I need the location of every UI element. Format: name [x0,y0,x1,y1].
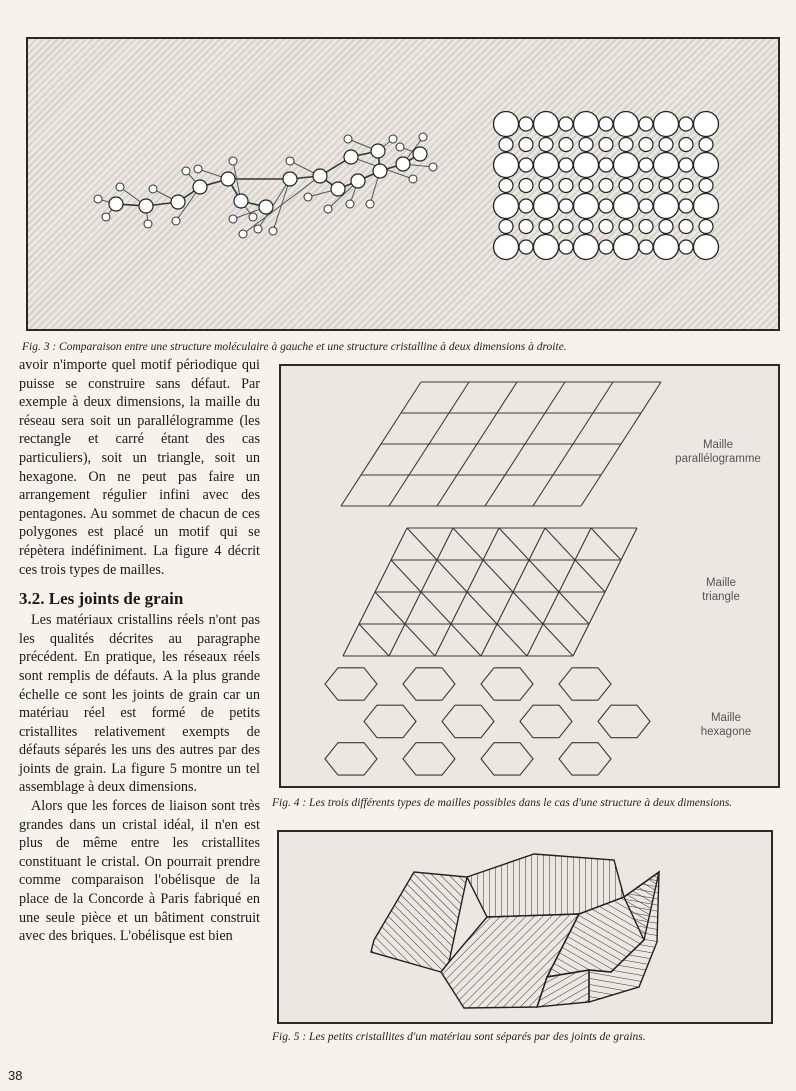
molecule-drawing [94,133,437,238]
fig5-illustration [279,832,771,1022]
label-parallelogram-line1: Maille [702,439,734,451]
label-parallelogram-line2: parallélogramme [675,453,761,465]
label-triangle-line1: Maille [705,577,737,589]
label-parallelogram [663,438,773,466]
hexagon-lattice [325,668,650,775]
paragraph-2: Les matériaux cristallins réels n'ont pas les qualités décrites au paragraphe précédent. En pratique, les réseaux réels sont remplis de défauts. A la plus grande échelle ce sont les joints de grain car un matériau réel est formé de petits cristallites relativement exempts de défauts séparés les uns des autres par des joints de grain. La figure 5 montre un tel assemblage à deux dimensions. [19,612,260,796]
fig3-frame [26,37,780,331]
label-triangle-line2: triangle [702,591,740,603]
grain-boundaries [371,854,659,1008]
section-heading: 3.2. Les joints de grain [19,589,184,609]
label-hexagon [681,711,771,739]
page-number: 38 [8,1068,23,1083]
paragraph-3: Alors que les forces de liaison sont très grandes dans un cristal idéal, il n'en est plus de même entre les cristallites constituant le cristal. On pourrait prendre comme comparaison l'obélisque de la place de la Concorde à Paris fabriqué en une seule pièce et un bâtiment construit avec des briques. L'obélisque est bien [19,798,260,945]
triangle-lattice [343,528,637,656]
crystal-lattice-drawing [494,112,719,260]
fig3-illustration [28,39,778,329]
fig4-frame [279,364,780,788]
fig5-frame [277,830,773,1024]
fig4-caption: Fig. 4 : Les trois différents types de mailles possibles dans le cas d'une structure à deux dimensions. [272,797,733,809]
label-triangle [681,576,761,604]
parallelogram-lattice [341,382,661,506]
paragraph-1: avoir n'importe quel motif périodique qui puisse se construire sans défaut. Par exemple à deux dimensions, la maille du réseau sera soit un parallélogramme (les rectangle et carré étant des cas particuliers), soit un triangle, soit un hexagone. On ne peut pas faire un arrangement régulier infini avec des pentagones. Au sommet de chacun de ces polygones est placé un motif qui se répètera indéfiniment. La figure 4 décrit ces trois types de mailles. [19,357,260,578]
fig3-caption: Fig. 3 : Comparaison entre une structure moléculaire à gauche et une structure cristalline à deux dimensions à droite. [22,341,567,353]
label-hexagon-line1: Maille [710,712,742,724]
fig5-caption: Fig. 5 : Les petits cristallites d'un matériau sont séparés par des joints de grains. [272,1031,646,1043]
label-hexagon-line2: hexagone [700,726,752,738]
body-column [19,356,260,946]
